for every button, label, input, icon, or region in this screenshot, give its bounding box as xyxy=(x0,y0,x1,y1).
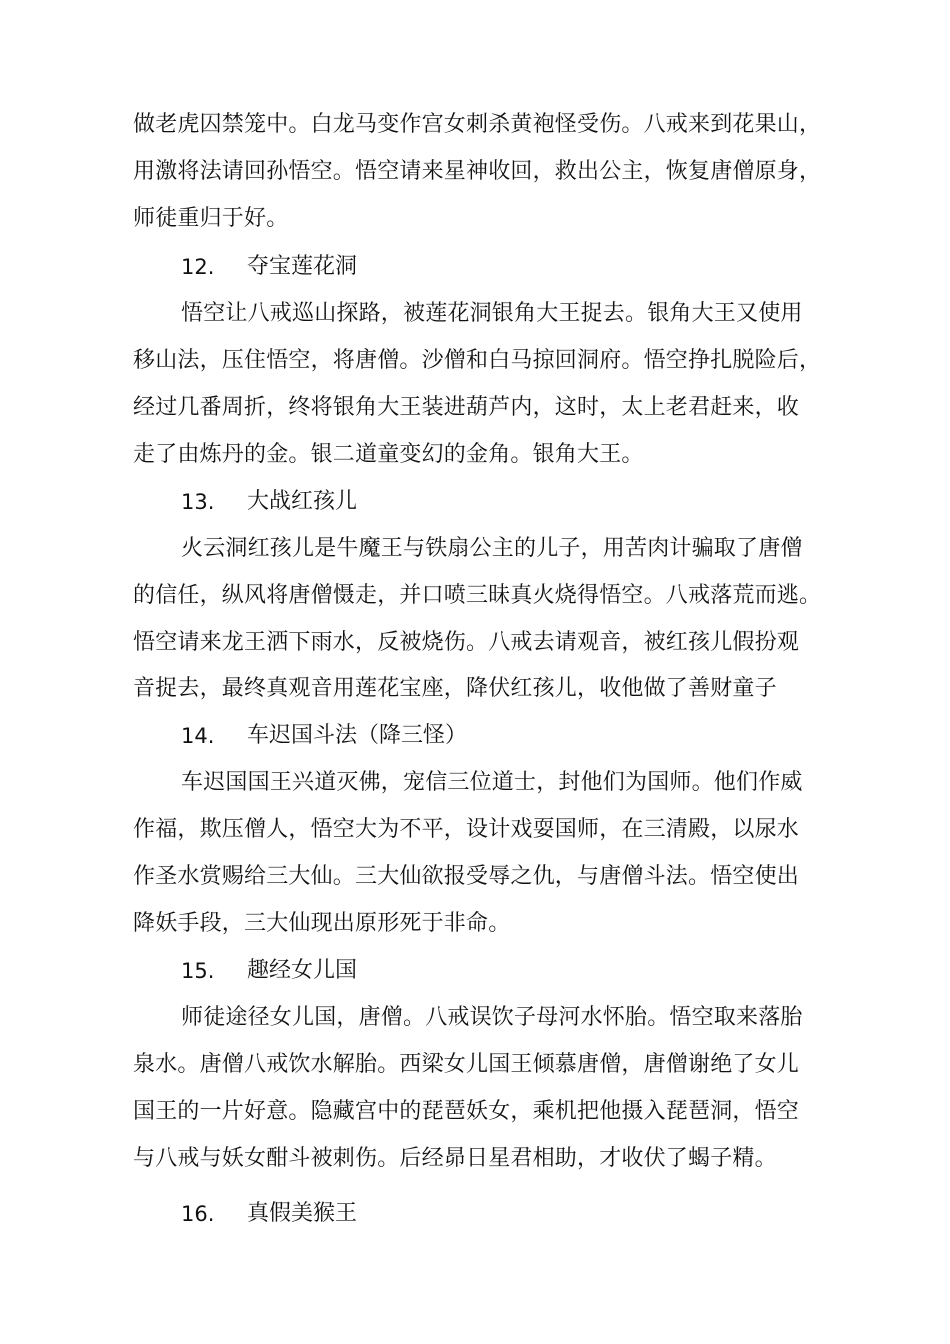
section-number: 13. xyxy=(181,490,215,514)
paragraph-line: 师徒途径女儿国，唐僧。八戒误饮子母河水怀胎。悟空取来落胎 xyxy=(181,1005,803,1030)
section-title: 趣经女儿国 xyxy=(247,958,358,983)
paragraph-line: 悟空让八戒巡山探路，被莲花洞银角大王捉去。银角大王又使用 xyxy=(181,301,803,326)
paragraph-line: 作福，欺压僧人，悟空大为不平，设计戏耍国师，在三清殿，以尿水 xyxy=(133,817,800,842)
section-title: 大战红孩儿 xyxy=(247,489,358,514)
paragraph-line: 的信任，纵风将唐僧慑走，并口喷三昧真火烧得悟空。八戒落荒而逃。 xyxy=(133,583,822,608)
paragraph-line: 火云洞红孩儿是牛魔王与铁扇公主的儿子，用苦肉计骗取了唐僧 xyxy=(181,536,803,561)
paragraph-line: 音捉去，最终真观音用莲花宝座，降伏红孩儿，收他做了善财童子 xyxy=(133,676,777,701)
paragraph-line: 走了由炼丹的金。银二道童变幻的金角。银角大王。 xyxy=(133,442,644,467)
paragraph-line: 降妖手段，三大仙现出原形死于非命。 xyxy=(133,911,511,936)
paragraph-line: 作圣水赏赐给三大仙。三大仙欲报受辱之仇，与唐僧斗法。悟空使出 xyxy=(133,864,800,889)
paragraph-line: 经过几番周折，终将银角大王装进葫芦内，这时，太上老君赶来，收 xyxy=(133,395,800,420)
paragraph-line: 移山法，压住悟空，将唐僧。沙僧和白马掠回洞府。悟空挣扎脱险后， xyxy=(133,348,822,373)
section-number: 16. xyxy=(181,1202,215,1226)
section-number: 12. xyxy=(181,255,215,279)
section-number: 14. xyxy=(181,724,215,748)
paragraph-line: 悟空请来龙王洒下雨水，反被烧伤。八戒去请观音，被红孩儿假扮观 xyxy=(133,630,800,655)
paragraph-line: 车迟国国王兴道灭佛，宠信三位道士，封他们为国师。他们作威 xyxy=(181,770,803,795)
paragraph-line: 泉水。唐僧八戒饮水解胎。西梁女儿国王倾慕唐僧，唐僧谢绝了女儿 xyxy=(133,1052,800,1077)
section-number: 15. xyxy=(181,959,215,983)
paragraph-line: 国王的一片好意。隐藏宫中的琵琶妖女，乘机把他摄入琵琶洞，悟空 xyxy=(133,1099,800,1124)
paragraph-line: 与八戒与妖女酣斗被刺伤。后经昴日星君相助，才收伏了蝎子精。 xyxy=(133,1146,777,1171)
paragraph-line: 做老虎囚禁笼中。白龙马变作宫女刺杀黄袍怪受伤。八戒来到花果山， xyxy=(133,112,822,137)
paragraph-line: 师徒重归于好。 xyxy=(133,206,289,231)
section-title: 夺宝莲花洞 xyxy=(247,254,358,279)
section-title: 车迟国斗法（降三怪） xyxy=(247,723,468,748)
paragraph-line: 用激将法请回孙悟空。悟空请来星神收回，救出公主，恢复唐僧原身， xyxy=(133,159,822,184)
section-title: 真假美猴王 xyxy=(247,1201,358,1226)
